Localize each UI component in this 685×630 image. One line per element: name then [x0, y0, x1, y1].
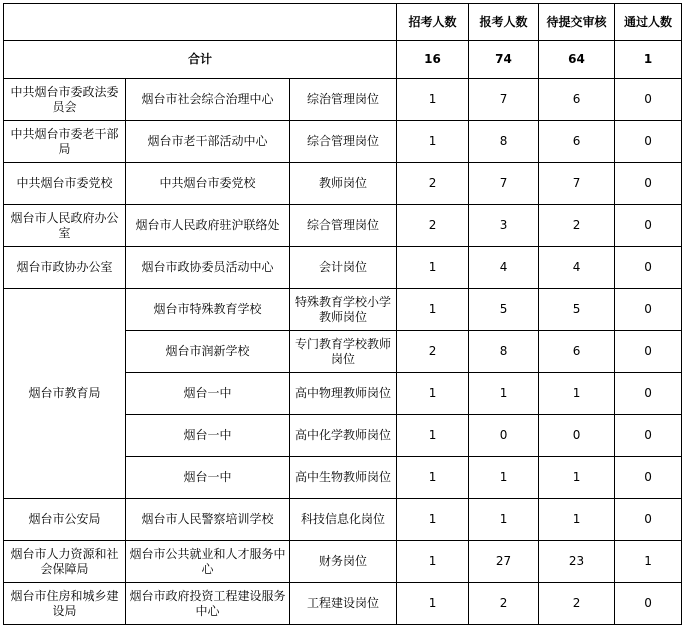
- post-cell: 财务岗位: [290, 541, 397, 583]
- applied-cell: 7: [469, 79, 539, 121]
- table-row: [4, 79, 682, 121]
- applied-cell: 7: [469, 163, 539, 205]
- recruit-cell: 1: [397, 121, 469, 163]
- table-row: [4, 499, 682, 541]
- unit-cell: 烟台一中: [126, 457, 290, 499]
- pending-cell: 6: [539, 79, 615, 121]
- table-row: [4, 583, 682, 625]
- applied-cell: 3: [469, 205, 539, 247]
- header-recruit: 招考人数: [397, 4, 469, 41]
- table-row: [4, 205, 682, 247]
- pending-cell: 1: [539, 499, 615, 541]
- pending-cell: 1: [539, 457, 615, 499]
- total-applied: 74: [469, 41, 539, 79]
- applied-cell: 5: [469, 289, 539, 331]
- post-cell: 高中物理教师岗位: [290, 373, 397, 415]
- header-row: [4, 4, 682, 41]
- passed-cell: 0: [615, 121, 682, 163]
- pending-cell: 1: [539, 373, 615, 415]
- recruitment-table: [3, 3, 682, 625]
- applied-cell: 0: [469, 415, 539, 457]
- applied-cell: 27: [469, 541, 539, 583]
- dept-cell: 烟台市公安局: [4, 499, 126, 541]
- dept-cell: 烟台市人民政府办公室: [4, 205, 126, 247]
- unit-cell: 烟台市老干部活动中心: [126, 121, 290, 163]
- table-row: [4, 289, 682, 331]
- passed-cell: 0: [615, 499, 682, 541]
- passed-cell: 0: [615, 205, 682, 247]
- recruit-cell: 1: [397, 289, 469, 331]
- recruit-cell: 1: [397, 583, 469, 625]
- recruit-cell: 2: [397, 331, 469, 373]
- applied-cell: 1: [469, 499, 539, 541]
- passed-cell: 1: [615, 541, 682, 583]
- pending-cell: 6: [539, 331, 615, 373]
- pending-cell: 2: [539, 205, 615, 247]
- passed-cell: 0: [615, 289, 682, 331]
- post-cell: 工程建设岗位: [290, 583, 397, 625]
- unit-cell: 烟台一中: [126, 373, 290, 415]
- header-passed: 通过人数: [615, 4, 682, 41]
- applied-cell: 2: [469, 583, 539, 625]
- post-cell: 教师岗位: [290, 163, 397, 205]
- unit-cell: 中共烟台市委党校: [126, 163, 290, 205]
- dept-cell: 中共烟台市委党校: [4, 163, 126, 205]
- applied-cell: 1: [469, 373, 539, 415]
- unit-cell: 烟台一中: [126, 415, 290, 457]
- recruit-cell: 1: [397, 457, 469, 499]
- recruit-cell: 1: [397, 79, 469, 121]
- dept-cell: 烟台市政协办公室: [4, 247, 126, 289]
- unit-cell: 烟台市人民政府驻沪联络处: [126, 205, 290, 247]
- post-cell: 科技信息化岗位: [290, 499, 397, 541]
- unit-cell: 烟台市政府投资工程建设服务中心: [126, 583, 290, 625]
- applied-cell: 8: [469, 331, 539, 373]
- post-cell: 高中生物教师岗位: [290, 457, 397, 499]
- recruit-cell: 1: [397, 373, 469, 415]
- pending-cell: 2: [539, 583, 615, 625]
- recruit-cell: 1: [397, 499, 469, 541]
- header-blank-cell: [4, 4, 397, 41]
- recruit-cell: 2: [397, 205, 469, 247]
- table-row: [4, 541, 682, 583]
- table-row: [4, 247, 682, 289]
- pending-cell: 6: [539, 121, 615, 163]
- passed-cell: 0: [615, 457, 682, 499]
- header-applied: 报考人数: [469, 4, 539, 41]
- post-cell: 综治管理岗位: [290, 79, 397, 121]
- unit-cell: 烟台市特殊教育学校: [126, 289, 290, 331]
- pending-cell: 23: [539, 541, 615, 583]
- post-cell: 综合管理岗位: [290, 205, 397, 247]
- dept-cell: 烟台市人力资源和社会保障局: [4, 541, 126, 583]
- recruit-cell: 1: [397, 541, 469, 583]
- unit-cell: 烟台市人民警察培训学校: [126, 499, 290, 541]
- pending-cell: 5: [539, 289, 615, 331]
- pending-cell: 4: [539, 247, 615, 289]
- pending-cell: 0: [539, 415, 615, 457]
- passed-cell: 0: [615, 373, 682, 415]
- passed-cell: 0: [615, 331, 682, 373]
- total-row: [4, 41, 682, 79]
- dept-cell: 中共烟台市委老干部局: [4, 121, 126, 163]
- dept-cell-education: 烟台市教育局: [4, 289, 126, 499]
- post-cell: 会计岗位: [290, 247, 397, 289]
- table-row: [4, 121, 682, 163]
- recruit-cell: 1: [397, 415, 469, 457]
- recruit-cell: 2: [397, 163, 469, 205]
- unit-cell: 烟台市公共就业和人才服务中心: [126, 541, 290, 583]
- unit-cell: 烟台市政协委员活动中心: [126, 247, 290, 289]
- unit-cell: 烟台市社会综合治理中心: [126, 79, 290, 121]
- passed-cell: 0: [615, 163, 682, 205]
- passed-cell: 0: [615, 415, 682, 457]
- passed-cell: 0: [615, 583, 682, 625]
- recruit-cell: 1: [397, 247, 469, 289]
- passed-cell: 0: [615, 247, 682, 289]
- header-pending: 待提交审核: [539, 4, 615, 41]
- post-cell: 专门教育学校教师岗位: [290, 331, 397, 373]
- total-passed: 1: [615, 41, 682, 79]
- dept-cell: 烟台市住房和城乡建设局: [4, 583, 126, 625]
- dept-cell: 中共烟台市委政法委员会: [4, 79, 126, 121]
- post-cell: 综合管理岗位: [290, 121, 397, 163]
- post-cell: 特殊教育学校小学教师岗位: [290, 289, 397, 331]
- applied-cell: 1: [469, 457, 539, 499]
- applied-cell: 4: [469, 247, 539, 289]
- pending-cell: 7: [539, 163, 615, 205]
- applied-cell: 8: [469, 121, 539, 163]
- post-cell: 高中化学教师岗位: [290, 415, 397, 457]
- total-recruit: 16: [397, 41, 469, 79]
- passed-cell: 0: [615, 79, 682, 121]
- table-row: [4, 163, 682, 205]
- unit-cell: 烟台市润新学校: [126, 331, 290, 373]
- total-label: 合计: [4, 41, 397, 79]
- total-pending: 64: [539, 41, 615, 79]
